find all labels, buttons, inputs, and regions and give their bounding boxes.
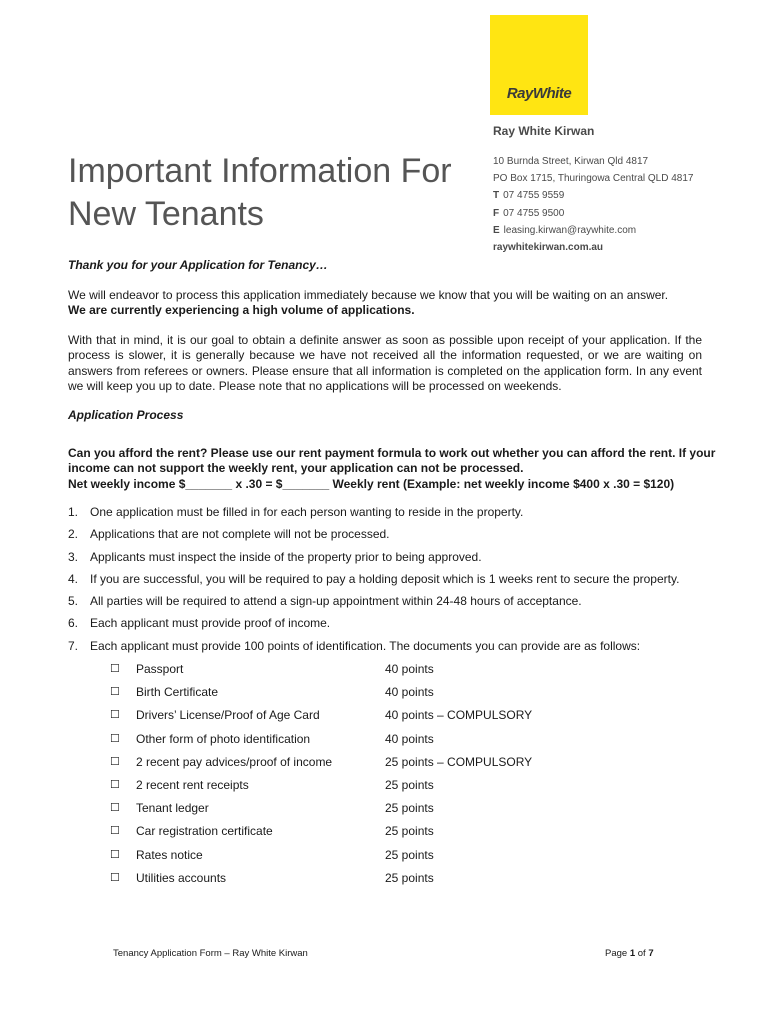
checkbox-icon: ☐ — [110, 732, 120, 745]
list-item — [68, 594, 748, 616]
fax-value: 07 4755 9500 — [503, 207, 565, 219]
document-row — [110, 871, 532, 894]
document-name: Birth Certificate — [136, 685, 219, 700]
document-name: 2 recent rent receipts — [136, 777, 249, 792]
list-item-number: 1. — [68, 505, 79, 519]
document-row — [110, 778, 532, 801]
office-name: Ray White Kirwan — [493, 124, 595, 138]
intro-paragraph-2: With that in mind, it is our goal to obtain a definite answer as soon as possible upon receipt of your application. If the process is slower, it is generally because we have not received all the information requested, or we are waiting on answers from referees or owners. Please ensure that all information is completed on the application form. In any event we will keep you up to date. Please note that no applications will be processed on weekends. — [68, 333, 702, 394]
footer-page-number — [605, 948, 654, 959]
office-website: raywhitekirwan.com.au — [493, 242, 604, 254]
office-phone — [493, 187, 694, 204]
document-name: Other form of photo identification — [136, 731, 311, 746]
phone-value: 07 4755 9559 — [503, 190, 565, 202]
intro-paragraph-1 — [68, 288, 668, 319]
list-item-text: Each applicant must provide 100 points of identification. The documents you can provide are as follows: — [90, 638, 641, 653]
office-address: 10 Burnda Street, Kirwan Qld 4817 — [493, 156, 649, 167]
checkbox-icon: ☐ — [110, 871, 120, 884]
document-row — [110, 708, 532, 731]
list-item — [68, 505, 748, 527]
list-item-text: Applications that are not complete will not be processed. — [90, 527, 390, 542]
document-row — [110, 801, 532, 824]
document-name: 2 recent pay advices/proof of income — [136, 754, 333, 769]
list-item-text: All parties will be required to attend a sign-up appointment within 24-48 hours of acceptance. — [90, 594, 582, 609]
list-item-number: 4. — [68, 571, 79, 586]
fax-label: F — [493, 207, 500, 219]
rent-formula: Net weekly income $_______ x .30 = $_______ Weekly rent (Example: net weekly income $400 x .30 = $120) — [68, 476, 675, 491]
checkbox-icon: ☐ — [110, 755, 120, 768]
intro-p1-bold: We are currently experiencing a high volume of applications. — [68, 303, 415, 318]
page-of-label: of — [637, 948, 646, 959]
document-points: 25 points – COMPULSORY — [385, 754, 533, 769]
document-name: Drivers’ License/Proof of Age Card — [136, 708, 320, 723]
document-name: Tenant ledger — [136, 801, 209, 816]
page-total: 7 — [648, 948, 654, 959]
documents-checklist — [110, 662, 532, 894]
phone-label: T — [493, 190, 500, 202]
checkbox-icon: ☐ — [110, 663, 120, 675]
list-item-number: 5. — [68, 594, 79, 609]
list-item-number: 6. — [68, 616, 79, 631]
list-item-text: Each applicant must provide proof of income. — [90, 616, 331, 631]
list-item-text: One application must be filled in for each person wanting to reside in the property. — [90, 505, 524, 519]
checkbox-icon: ☐ — [110, 709, 120, 722]
document-name: Rates notice — [136, 847, 203, 862]
checkbox-icon: ☐ — [110, 802, 120, 815]
list-item-number: 2. — [68, 527, 79, 542]
steps-list — [68, 505, 748, 661]
office-email — [493, 222, 694, 239]
list-item-number: 7. — [68, 638, 79, 653]
list-item — [68, 572, 748, 594]
document-row — [110, 824, 532, 847]
document-points: 40 points — [385, 662, 434, 676]
logo-wordmark: RayWhite — [506, 85, 572, 102]
intro-p1-text: We will endeavor to process this application immediately because we know that you will be waiting on an answer. — [68, 288, 669, 302]
page-current: 1 — [629, 948, 636, 959]
checkbox-icon: ☐ — [110, 778, 120, 791]
list-item — [68, 527, 748, 549]
footer-form-title: Tenancy Application Form – Ray White Kirwan — [113, 948, 308, 959]
document-points: 25 points — [385, 870, 434, 885]
afford-paragraph — [68, 446, 758, 492]
intro-heading: Thank you for your Application for Tenancy… — [68, 258, 328, 272]
office-po-box: PO Box 1715, Thuringowa Central QLD 4817 — [493, 173, 694, 185]
email-label: E — [493, 224, 500, 236]
document-points: 40 points — [385, 685, 434, 700]
document-row — [110, 755, 532, 778]
document-name: Car registration certificate — [136, 824, 273, 839]
checkbox-icon: ☐ — [110, 825, 120, 838]
document-points: 25 points — [385, 801, 434, 816]
document-row — [110, 685, 532, 708]
document-name: Passport — [136, 662, 184, 676]
checkbox-icon: ☐ — [110, 686, 120, 699]
document-points: 40 points – COMPULSORY — [385, 708, 533, 723]
list-item-number: 3. — [68, 549, 79, 564]
page-title — [68, 150, 452, 236]
list-item — [68, 550, 748, 572]
document-row — [110, 662, 532, 685]
list-item — [68, 616, 748, 638]
email-value: leasing.kirwan@raywhite.com — [503, 224, 637, 236]
document-points: 25 points — [385, 824, 434, 839]
document-row — [110, 732, 532, 755]
page-label: Page — [605, 948, 628, 959]
document-points: 40 points — [385, 731, 434, 746]
afford-text: Can you afford the rent? Please use our rent payment formula to work out whether you can afford the rent. If your income can not support the weekly rent, your application can not be processed. — [68, 446, 716, 476]
document-points: 25 points — [385, 777, 434, 792]
list-item-text: If you are successful, you will be required to pay a holding deposit which is 1 weeks rent to secure the property. — [90, 571, 680, 586]
list-item — [68, 639, 748, 661]
document-name: Utilities accounts — [136, 870, 227, 885]
office-contact-block — [493, 153, 694, 256]
process-heading: Application Process — [68, 408, 184, 422]
title-line-1: Important Information For — [68, 152, 452, 190]
list-item-text: Applicants must inspect the inside of the property prior to being approved. — [90, 549, 482, 564]
title-line-2: New Tenants — [68, 195, 264, 233]
ray-white-logo — [490, 15, 588, 115]
office-fax — [493, 205, 694, 222]
document-points: 25 points — [385, 847, 434, 862]
document-row — [110, 848, 532, 871]
checkbox-icon: ☐ — [110, 848, 120, 861]
